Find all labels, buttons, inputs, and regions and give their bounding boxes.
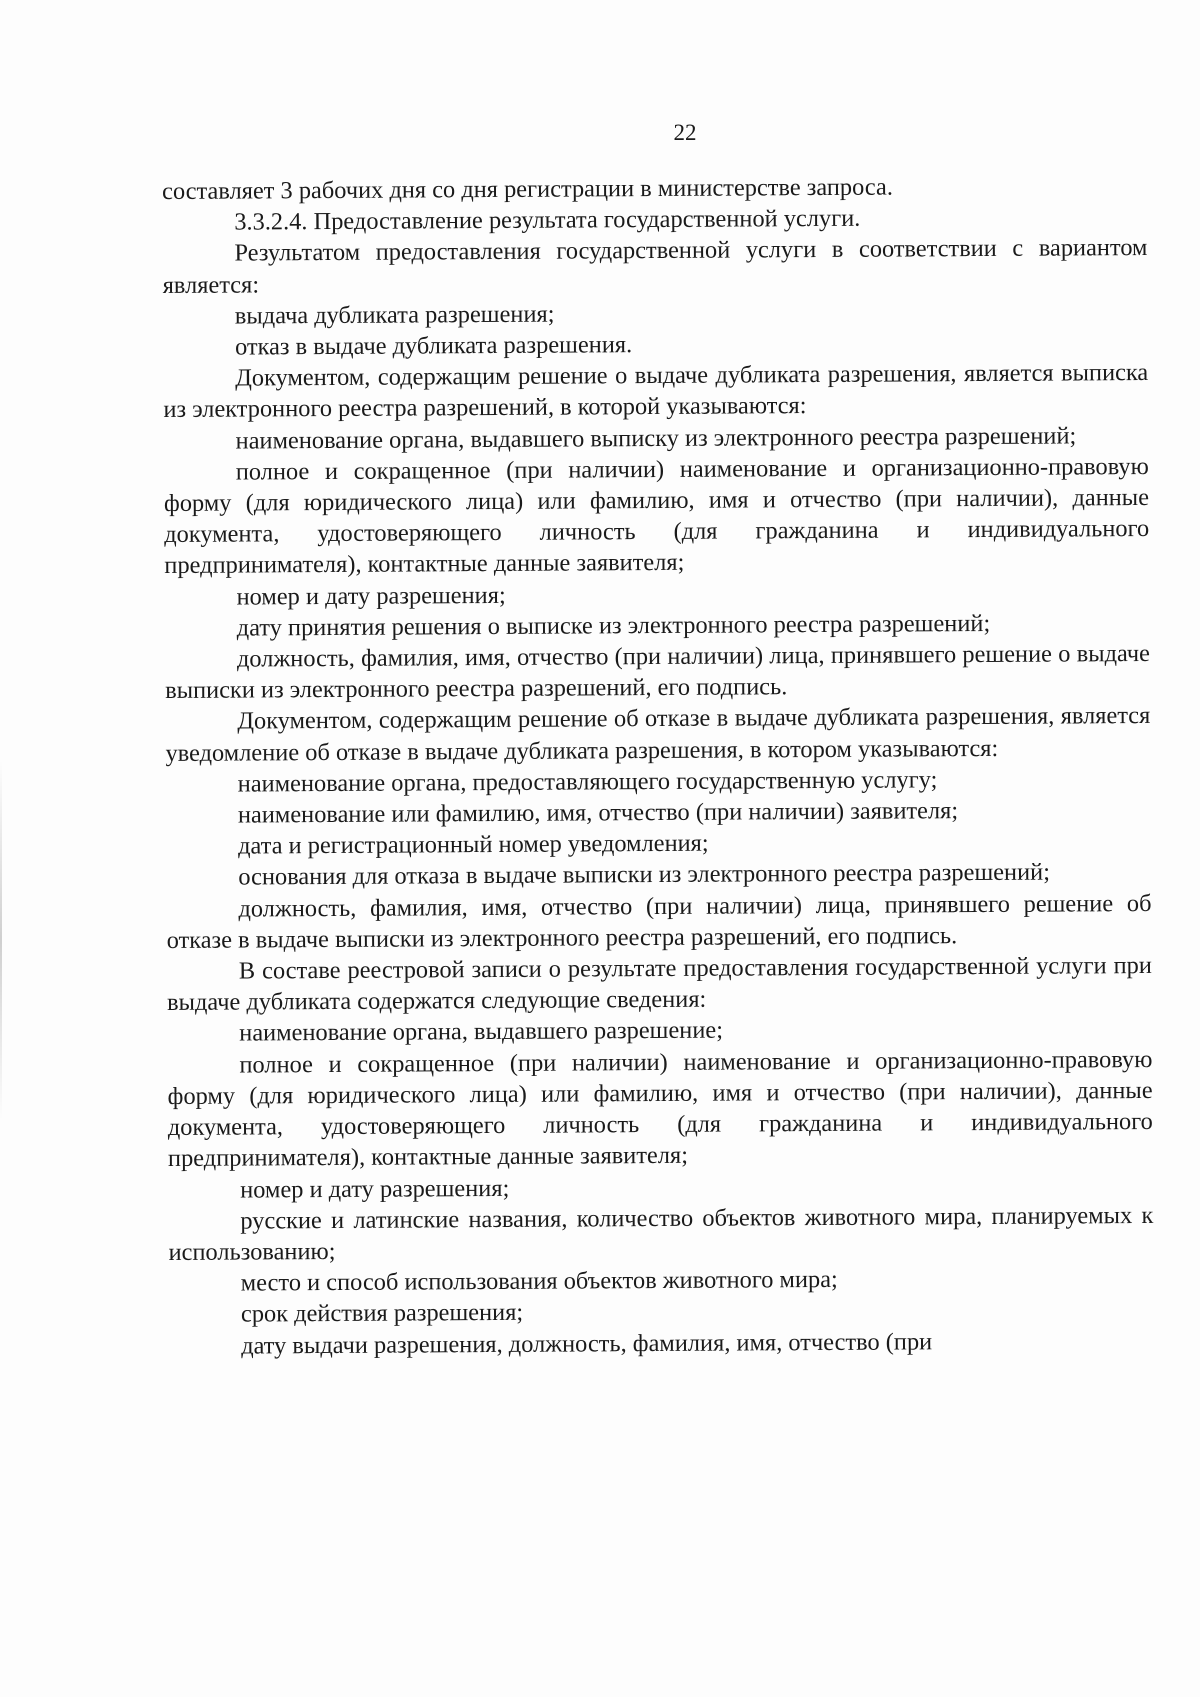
- paragraph: номер и дату разрешения;: [240, 1174, 510, 1204]
- paragraph: дату выдачи разрешения, должность, фамилия, имя, отчество (при: [241, 1327, 933, 1360]
- paragraph: выдача дубликата разрешения;: [234, 300, 555, 330]
- paragraph: дату принятия решения о выписке из электронного реестра разрешений;: [236, 609, 991, 642]
- paragraph: место и способ использования объектов животного мира;: [240, 1266, 838, 1297]
- paragraph: дата и регистрационный номер уведомления;: [238, 829, 709, 860]
- paragraph: номер и дату разрешения;: [236, 581, 506, 611]
- paragraph: наименование или фамилию, имя, отчество (при наличии) заявителя;: [237, 797, 959, 829]
- paragraph: отказ в выдаче дубликата разрешения.: [234, 331, 633, 361]
- paragraph: русские и латинские названия, количество объектов животного мира, планируемых к использованию;: [168, 1201, 1154, 1266]
- paragraph: наименование органа, выдавшего разрешение;: [239, 1017, 724, 1048]
- paragraph: наименование органа, выдавшего выписку из электронного реестра разрешений;: [235, 422, 1077, 455]
- scan-edge-shadow: [0, 760, 2, 1120]
- paragraph: основания для отказа в выдаче выписки из электронного реестра разрешений;: [238, 859, 1051, 892]
- paragraph: Документом, содержащим решение о выдаче дубликата разрешения, является выписка из электронного реестра разрешений, в которой указываются:: [163, 359, 1149, 424]
- document-body: [162, 170, 1154, 1362]
- page-number: 22: [673, 120, 697, 145]
- paragraph: срок действия разрешения;: [240, 1299, 524, 1328]
- paragraph: Результатом предоставления государственной услуги в соответствии с вариантом является:: [162, 234, 1148, 299]
- paragraph: составляет 3 рабочих дня со дня регистрации в министерстве запроса.: [162, 173, 894, 205]
- paragraph: В составе реестровой записи о результате предоставления государственной услуги при выдаче дубликата содержатся следующие сведения:: [166, 952, 1152, 1017]
- paragraph: полное и сокращенное (при наличии) наименование и организационно-правовую форму (для юридического лица) или фамилию, имя и отчество (при наличии), данные документа, удостоверяющего личность (для гражданина и индивидуального предпринимателя), контактные данные заявителя;: [163, 452, 1150, 580]
- paragraph: должность, фамилия, имя, отчество (при наличии) лица, принявшего решение об отказе в выдаче выписки из электронного реестра разрешений, его подпись.: [166, 889, 1152, 954]
- paragraph: должность, фамилия, имя, отчество (при наличии) лица, принявшего решение о выдаче выписки из электронного реестра разрешений, его подпись.: [165, 640, 1151, 705]
- paragraph: полное и сокращенное (при наличии) наименование и организационно-правовую форму (для юридического лица) или фамилию, имя и отчество (при наличии), данные документа, удостоверяющего личность (для гражданина и индивидуального предпринимателя), контактные данные заявителя;: [167, 1045, 1153, 1173]
- paragraph: наименование органа, предоставляющего государственную услугу;: [237, 766, 938, 798]
- paragraph: 3.3.2.4. Предоставление результата государственной услуги.: [234, 204, 861, 236]
- paragraph: Документом, содержащим решение об отказе в выдаче дубликата разрешения, является уведомление об отказе в выдаче дубликата разрешения, в котором указываются:: [165, 702, 1151, 767]
